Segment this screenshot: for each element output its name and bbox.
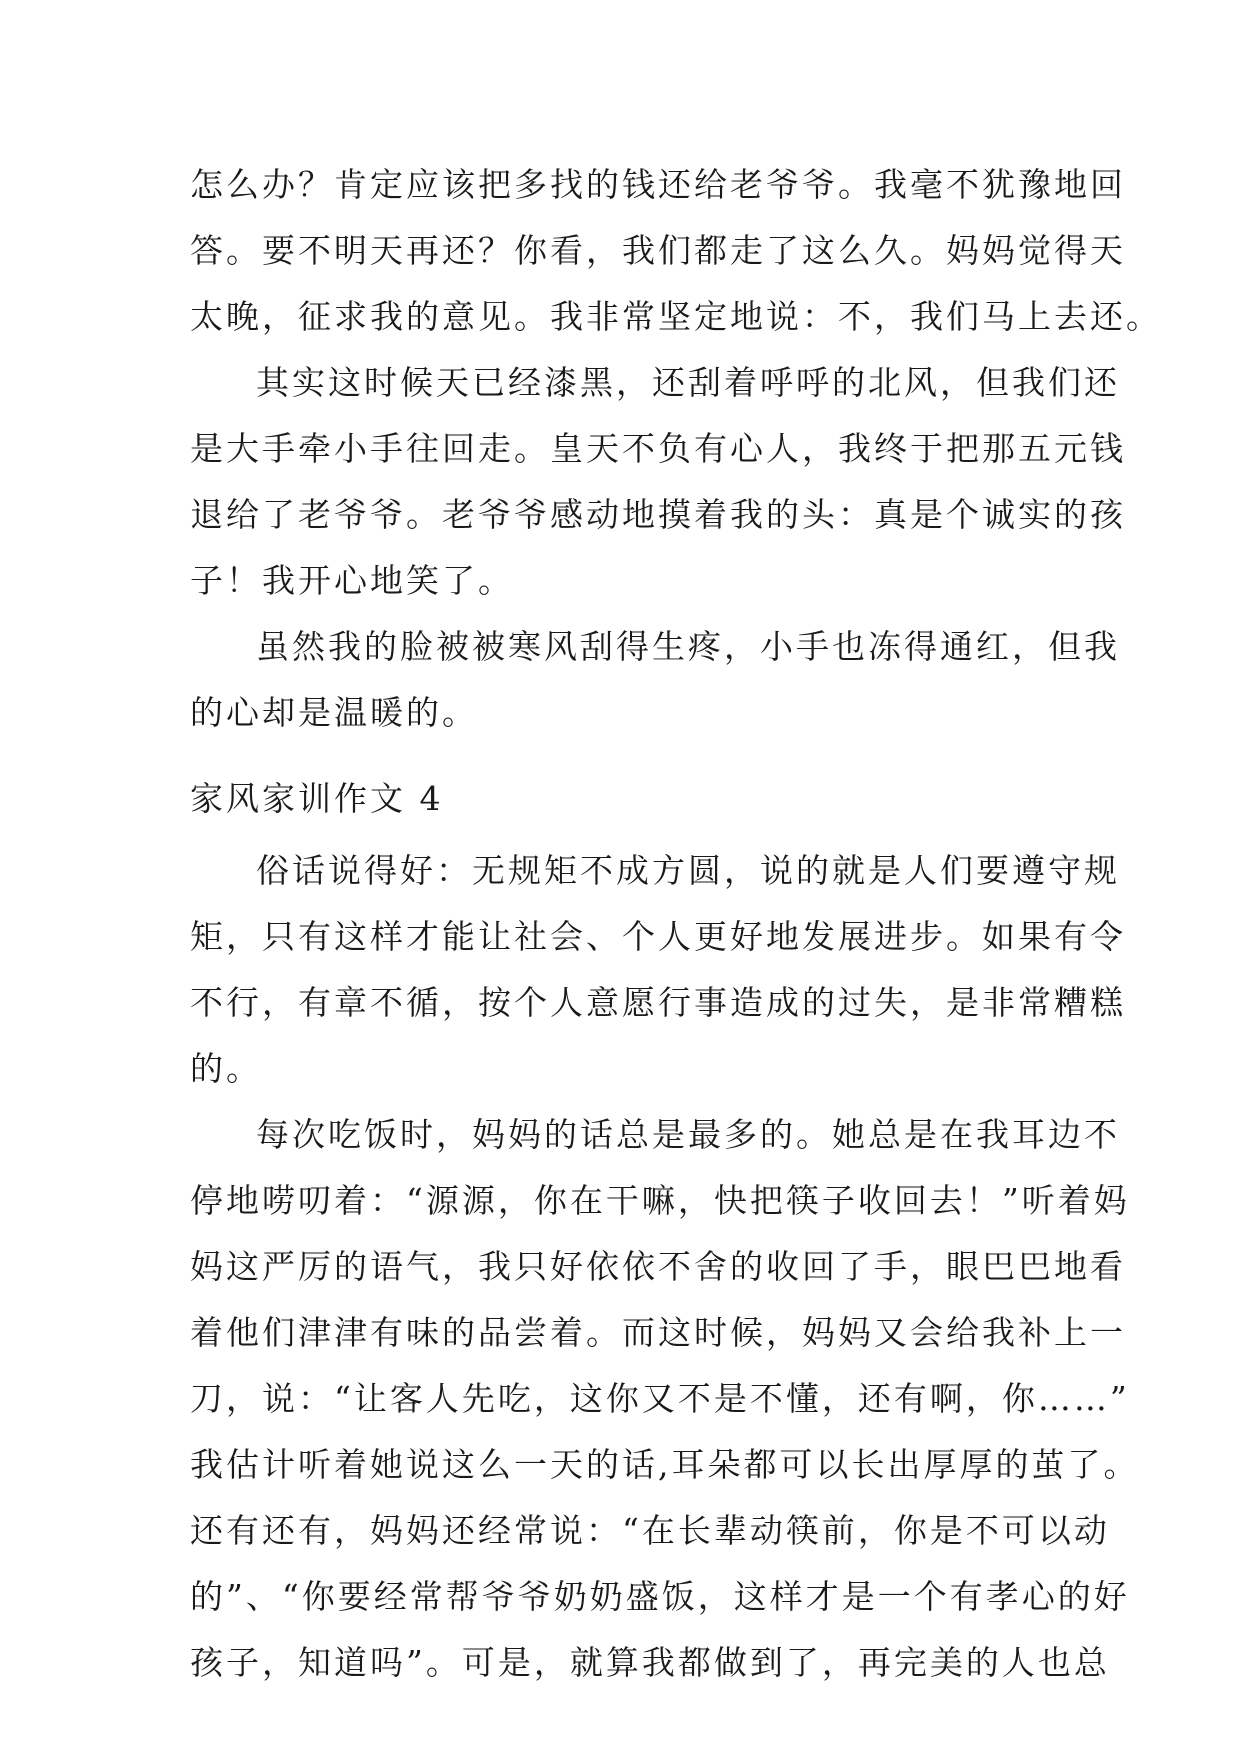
text-line: 不行，有章不循，按个人意愿行事造成的过失，是非常糟糕	[190, 983, 1126, 1022]
text-line: 刀，说：“让客人先吃，这你又不是不懂，还有啊，你……”	[190, 1379, 1130, 1418]
paragraph-first-line: 俗话说得好：无规矩不成方圆，说的就是人们要遵守规	[256, 851, 1120, 890]
text-line: 我估计听着她说这么一天的话,耳朵都可以长出厚厚的茧了。	[190, 1445, 1140, 1484]
paragraph-first-line: 每次吃饭时，妈妈的话总是最多的。她总是在我耳边不	[256, 1115, 1120, 1154]
paragraph-first-line: 其实这时候天已经漆黑，还刮着呼呼的北风，但我们还	[256, 363, 1120, 402]
text-line: 妈这严厉的语气，我只好依依不舍的收回了手，眼巴巴地看	[190, 1247, 1126, 1286]
text-line: 太晚，征求我的意见。我非常坚定地说：不，我们马上去还。	[190, 297, 1162, 336]
text-line: 子！我开心地笑了。	[190, 561, 514, 600]
text-line: 的”、“你要经常帮爷爷奶奶盛饭，这样才是一个有孝心的好	[190, 1577, 1130, 1616]
text-line: 是大手牵小手往回走。皇天不负有心人，我终于把那五元钱	[190, 429, 1126, 468]
text-line: 的。	[190, 1049, 262, 1088]
text-line: 退给了老爷爷。老爷爷感动地摸着我的头：真是个诚实的孩	[190, 495, 1126, 534]
text-line: 答。要不明天再还？你看，我们都走了这么久。妈妈觉得天	[190, 231, 1126, 270]
text-line: 着他们津津有味的品尝着。而这时候，妈妈又会给我补上一	[190, 1313, 1126, 1352]
text-line: 还有还有，妈妈还经常说：“在长辈动筷前，你是不可以动	[190, 1511, 1110, 1550]
section-heading: 家风家训作文 4	[190, 779, 444, 818]
paragraph-first-line: 虽然我的脸被被寒风刮得生疼，小手也冻得通红，但我	[256, 627, 1120, 666]
text-line: 矩，只有这样才能让社会、个人更好地发展进步。如果有令	[190, 917, 1126, 956]
text-line: 怎么办？肯定应该把多找的钱还给老爷爷。我毫不犹豫地回	[190, 165, 1126, 204]
text-line: 的心却是温暖的。	[190, 693, 478, 732]
text-line: 孩子，知道吗”。可是，就算我都做到了，再完美的人也总	[190, 1643, 1110, 1682]
text-line: 停地唠叨着：“源源，你在干嘛，快把筷子收回去！”听着妈	[190, 1181, 1130, 1220]
